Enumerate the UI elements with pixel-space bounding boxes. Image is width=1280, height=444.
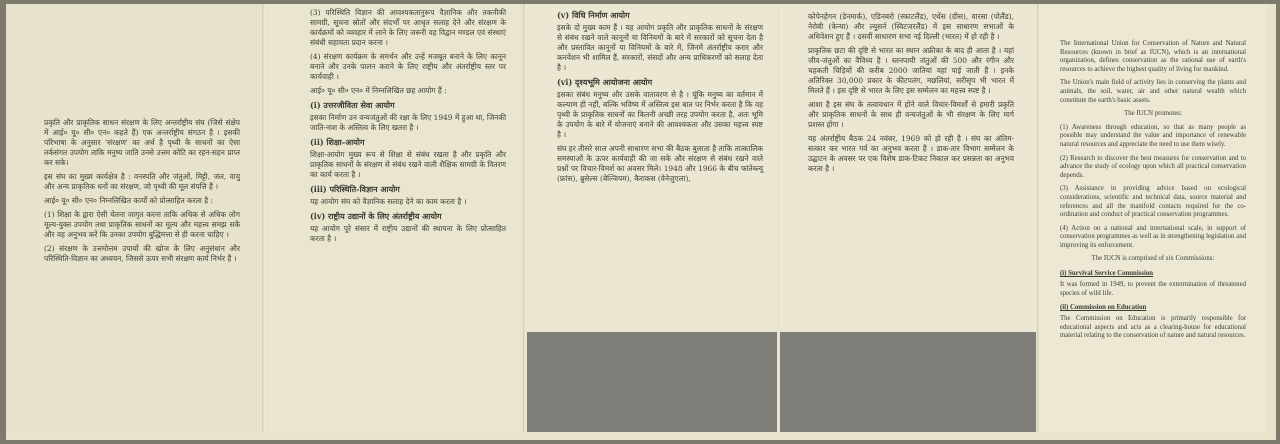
paragraph: आई० यू० सी० एन० में निम्नलिखित छह आयोग हैं : [310,86,447,95]
panel-english [1040,4,1266,432]
section-text: इसके दो मुख्य काम हैं । यह आयोग प्रकृति और प्राकृतिक साधनों के संरक्षण से संबंध रखने वाले कानूनों या विनियमों के बारे में सरकारों को सूचना देता है और प्रस्तावित कानूनों या विनियमों के बारे में, जिनमें अंतर्राष्ट्रीय करार और कनवेंशन भी शामिल हैं, सरकारों, संसदों और अन्य प्राधिकरणों को सलाह देता है । [557,23,763,72]
gray-print-block [780,332,1036,432]
paragraph: (1) शिक्षा के द्वारा ऐसी चेतना जागृत करना ताकि अधिक से अधिक लोग मूल्य-युक्त उपयोग तथा प्राकृतिक साधनों का मूल्य और महत्त्व समझ सकें और वह अनुभव करें कि उनका उपयोग बुद्धिमत्ता से ही करना चाहिए । [44,210,240,239]
paragraph: यह अंतर्राष्ट्रीय बैठक 24 नवंबर, 1969 को हो रही है । संघ का अंतिम-सत्कार कर भारत गर्व का अनुभव करता है । डाक-तार विभाग सम्मेलन के उद्घाटन के अवसर पर एक विशेष डाक-टिकट निकाल कर प्रसन्नता का अनुभव करता है । [808,134,1014,173]
paragraph: The IUCN is comprised of six Commissions: [1091,255,1215,263]
paragraph: कोपेनहेगन (डेनमार्क), एडिनबरो (स्काटलैंड), एथेंस (ग्रीस), वारसा (पोलैंड), नेरोबी (केन्या) और ल्यूसर्न (स्विटजरलैंड) में इस साधारण सभाओं के अधिवेशन हुए हैं । दसवीं साधारण सभा नई दिल्ली (भारत) में हो रही है । [808,12,1014,41]
paragraph: (1) Awareness through education, so that as many people as possible may understand the value and importance of renewable natural resources and appreciate the need to use them wisely. [1060,123,1246,148]
section-heading: (ii) शिक्षा-आयोग [310,137,365,147]
section-text: The Commission on Education is primarily responsible for educational aspects and acts as a clearing-house for educational material relating to the conservation of nature and natural resources. [1060,315,1246,340]
paragraph: इस संघ का मुख्य कार्यक्षेत्र है : वनस्पति और जंतुओं, मिट्टी, जल, वायु और अन्य प्राकृतिक धनों का संरक्षण, जो पृथ्वी की मूल संपत्ति हैं । [44,172,240,191]
section-heading: (ii) Commission on Education [1060,304,1147,312]
fold-line [523,4,526,432]
section-heading: (iii) परिस्थिति-विज्ञान आयोग [310,184,400,194]
paragraph: The IUCN promotes: [1124,110,1182,118]
section-text: यह आयोग संघ को वैज्ञानिक सलाह देने का काम करता है । [310,197,467,206]
section-text: शिक्षा-आयोग मुख्य रूप से शिक्षा से संबंध रखता है और प्रकृति और प्राकृतिक साधनों के संरक्षण से संबंध रखने वाली शैक्षिक सामग्री के वितरण का कार्य करता है । [310,150,506,179]
gray-print-block [527,332,777,432]
section-heading: (iv) राष्ट्रीय उद्यानों के लिए अंतर्राष्ट्रीय आयोग [310,211,442,221]
section-heading: (i) उत्तरजीविता सेवा आयोग [310,100,395,110]
section-text: It was formed in 1949, to prevent the extermination of threatened species of wild life. [1060,281,1246,297]
panel-hindi-intro [6,4,260,432]
section-text: इसका निर्माण उन वन्यजंतुओं की रक्षा के लिए 1949 में हुआ था, जिनकी जाति-नाश के अस्तित्व के लिए खतरा है । [310,113,506,132]
paragraph: (3) Assistance in providing advice based on ecological considerations, scientific and technical data, source material and references and all the manifold contacts required for the co-ordination and conduct of practical conservation programmes. [1060,185,1246,219]
panel-hindi-commissions [266,4,520,432]
panel-hindi-india [780,4,1036,432]
section-heading: (v) विधि निर्माण आयोग [557,10,630,20]
paragraph: (3) परिस्थिति विज्ञान की आवश्यकतानुरूप वैज्ञानिक और तकनीकी सामग्री, सूचना स्रोतों और संदर्भों पर आधृत सलाह देने और संरक्षण के कार्यक्रमों को व्यवहार में लाने के लिए जरूरी वह विद्वान मण्डल एवं संस्थाएं संबंधी सहायता प्रदान करना । [310,8,506,47]
paragraph: (4) संरक्षण कार्यक्रम के समर्थन और उन्हें मजबूत बनाने के लिए कानून बनाने और उनके पालन कराने के लिए राष्ट्रीय और अंतर्राष्ट्रीय स्तर पर कार्यवाही । [310,52,506,81]
paragraph: (2) संरक्षण के उत्तमोत्तम उपायों की खोज के लिए अनुसंधान और परिस्थिति-विज्ञान का अध्ययन, जिससे ऊपर सभी संरक्षण कार्य निर्भर हैं । [44,244,240,263]
paragraph: आशा है इस संघ के तत्वावधान में होने वाले विचार-विमर्शों से हमारी प्रकृति और प्राकृतिक साधनों के साथ ही वन्यजंतुओं के भी संरक्षण के लिए मार्ग प्रशस्त होगा । [808,100,1014,129]
paragraph: The International Union for Conservation of Nature and Natural Resources (known in brief as IUCN), which is an international organization, defines conservation as the rational use of earth's resources to achieve the highest quality of living for mankind. [1060,40,1246,73]
section-heading: (vi) दृश्यभूमि आयोजना आयोग [557,77,653,87]
paragraph: The Union's main field of activity lies in conserving the plants and animals, the soil, water, air and other natural wealth which constitute the earth's basic assets. [1060,79,1246,104]
paragraph: आई० यू० सी० एन० निम्नलिखित कार्यों को प्रोत्साहित करता है : [44,196,213,205]
panel-hindi-commissions-cont [527,4,777,432]
paragraph: (4) Action on a national and international scale, in support of conservation programmes as well as in strengthening legislation and improving its enforcement. [1060,224,1246,249]
paragraph: संघ हर तीसरे साल अपनी साधारण सभा की बैठक बुलाता है ताकि तात्कालिक समस्याओं के ऊपर कार्यवाही की जा सके और संरक्षण से संबंध रखने वाले प्रश्नों पर विचार-विमर्श का अवसर मिले। 1948 और 1966 के बीच फांतेब्ल्यू (फ्रांस), ब्रुसेल्स (बेल्जियम), कैराकस (वेनेजुएला), [557,144,763,183]
paragraph: (2) Research to discover the best measures for conservation and to advance the study of ecology upon which all practical conservation depends. [1060,154,1246,179]
section-text: यह आयोग पूरे संसार में राष्ट्रीय उद्यानों की स्थापना के लिए प्रोत्साहित करता है । [310,224,506,243]
paragraph: प्राकृतिक छटा की दृष्टि से भारत का स्थान अफ्रीका के बाद ही आता है । यहां जीव-जंतुओं का वैविध्य है । स्तनपायी जंतुओं की 500 और रंगीन और चहकती चिड़ियों की करीब 2000 जातियां यहां पाई जाती हैं । इनके अतिरिक्त 30,000 प्रकार के कीटपतंग, मछलियां, सरीसृप भी भारत में मिलते हैं । इस दृष्टि से भारत के लिए इस सम्मेलन का महत्त्व स्पष्ट है । [808,46,1014,95]
section-text: इसका संबंध मनुष्य और उसके वातावरण से है । चूंकि मनुष्य का वर्तमान में कल्याण ही नहीं, बल्कि भविष्य में अस्तित्व इस बात पर निर्भर करता है कि वह पृथ्वी के प्राकृतिक साधनों का कितनी अच्छी तरह उपयोग करता है, अतः भूमि के उपयोग के बारे में योजनाएं बनाने की आवश्यकता और उसका महत्त्व स्पष्ट है । [557,90,763,139]
fold-line [262,4,265,432]
section-heading: (i) Survival Service Commission [1060,270,1154,278]
paragraph: प्रकृति और प्राकृतिक साधन संरक्षण के लिए अन्तर्राष्ट्रीय संघ (जिसे संक्षेप में आई० यू० सी० एन० कहते हैं) एक अन्तर्राष्ट्रीय संगठन है । इसकी परिभाषा के अनुसार 'संरक्षण' का अर्थ है पृथ्वी के साधनों का ऐसा तर्कसंगत उपयोग ताकि मनुष्य जाति उनसे उत्तम कोटि का रहन-सहन प्राप्त कर सके। [44,118,240,167]
